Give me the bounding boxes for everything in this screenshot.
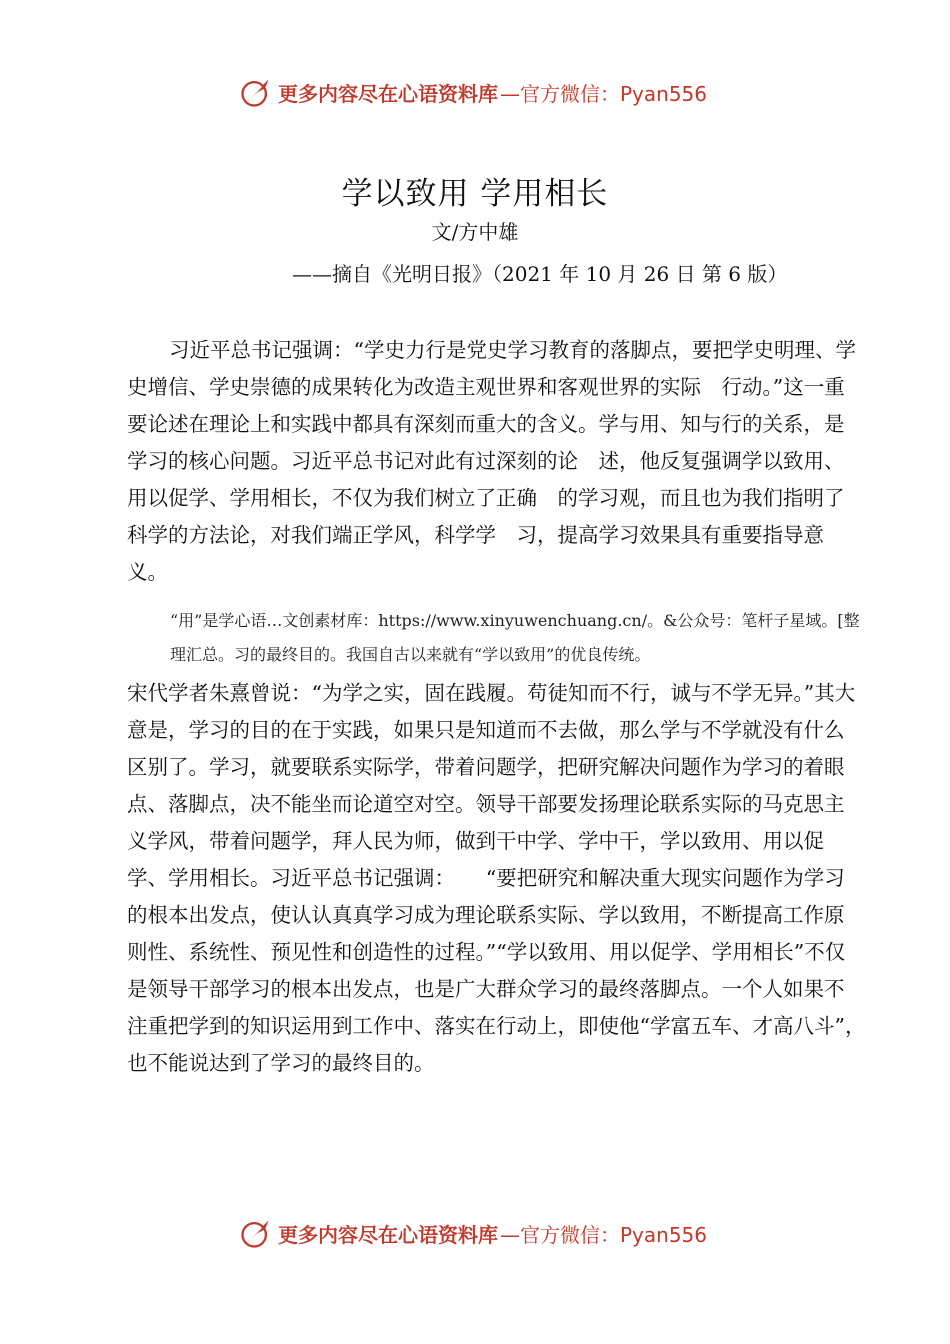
banner-wechat-text: —官方微信：Pyan556 — [500, 81, 708, 106]
paragraph-2: 宋代学者朱熹曾说：“为学之实，固在践履。苟徒知而不行，诚与不学无异。”其大意是，学习的目的在于实践，如果只是知道而不去做，那么学与不学就没有什么区别了。学习，就要联系实际学，带着问题学，把研究解决问题作为学习的着眼点、落脚点，决不能坐而论道空对空。领导干部要发扬理论联系实际的马克思主义学风，带着问题学，拜人民为师，做到干中学、学中干，学以致用、用以促学、学用相长。习近平总书记强调： “要把研究和解决重大现实问题作为学习的根本出发点，使认认真真学习成为理论联系实际、学以致用，不断提高工作原则性、系统性、预见性和创造性的过程。”“学以致用、用以促学、学用相长”不仅是领导干部学习的根本出发点，也是广大群众学习的最终落脚点。一个人如果不注重把学到的知识运用到工作中、落实在行动上，即使他“学富五车、才高八斗”， 也不能说达到了学习的最终目的。 — [127, 681, 876, 1075]
source-note: “用”是学心语…文创素材库：https://www.xinyuwenchuang.cn/。&公众号：笔杆子星域。[整理汇总。习的最终目的。我国自古以来就有“学以致用”的优良传统。 — [170, 611, 860, 664]
footer-banner — [238, 1213, 758, 1253]
banner-library-text: 更多内容尽在心语资料库 — [278, 81, 498, 106]
article-source: ——摘自《光明日报》（2021 年 10 月 26 日 第 6 版） — [292, 262, 788, 286]
banner-library-text: 更多内容尽在心语资料库 — [278, 1222, 498, 1247]
banner-wechat-text: —官方微信：Pyan556 — [500, 1222, 708, 1247]
paragraph-1: 习近平总书记强调：“学史力行是党史学习教育的落脚点，要把学史明理、学史增信、学史崇德的成果转化为改造主观世界和客观世界的实际 行动。”这一重要论述在理论上和实践中都具有深刻而重大的含义。学与用、知与行的关系，是学习的核心问题。习近平总书记对此有过深刻的论 述，他反复强调学以致用、用以促学、学用相长，不仅为我们树立了正确 的学习观，而且也为我们指明了科学的方法论，对我们端正学风，科学学 习，提高学习效果具有重要指导意义。 — [127, 338, 856, 584]
quill-logo-icon — [238, 1215, 274, 1251]
article-title: 学以致用 学用相长 — [341, 176, 609, 212]
quill-logo-icon — [238, 74, 274, 110]
header-banner — [238, 72, 758, 112]
article-author: 文/方中雄 — [431, 220, 519, 244]
